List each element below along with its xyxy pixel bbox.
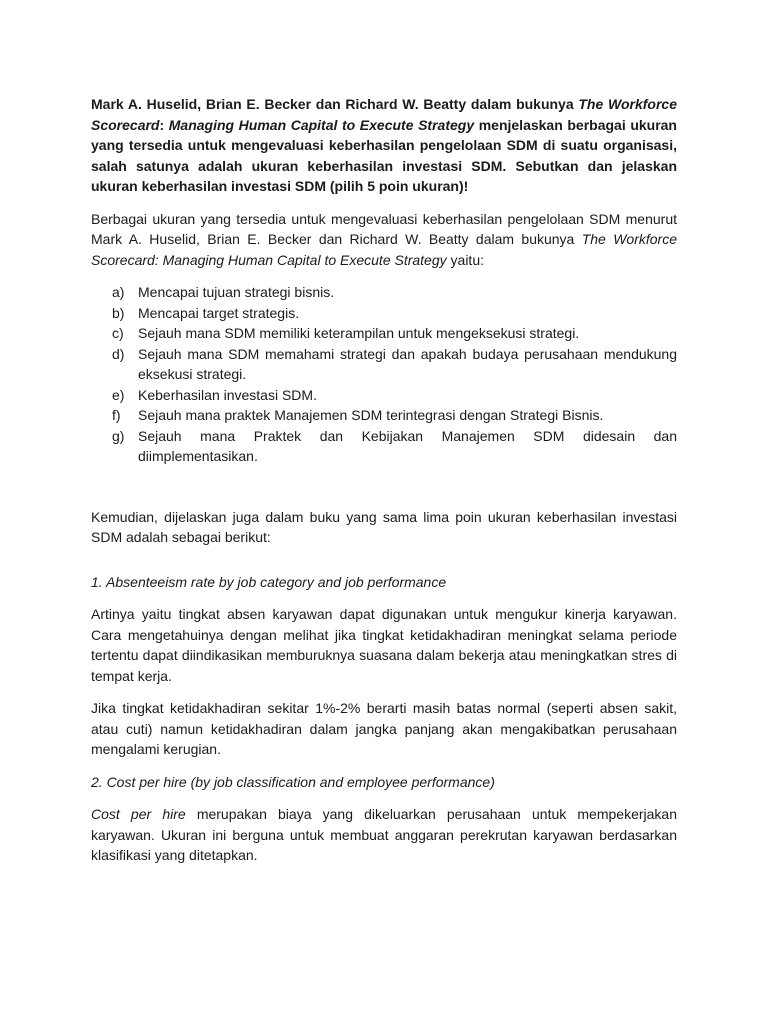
- intro-paragraph: [91, 209, 677, 271]
- question-book-title: The Workforce Scorecard: [91, 96, 677, 133]
- list-item: [91, 282, 677, 303]
- section-heading-cost-per-hire: 2. Cost per hire (by job classification and employee performance): [91, 773, 495, 790]
- list-item-text: Sejauh mana SDM memiliki keterampilan untuk mengeksekusi strategi.: [138, 325, 580, 341]
- section-paragraph: Artinya yaitu tingkat absen karyawan dapat digunakan untuk mengukur kinerja karyawan. Cara mengetahuinya dengan melihat jika tingkat ketidakhadiran meningkat selama periode tertentu dapat diindikasikan memburuknya suasana dalam bekerja atau meningkatkan stres di tempat kerja.: [91, 606, 677, 684]
- list-item: [91, 303, 677, 324]
- list-item: [91, 405, 677, 426]
- section-paragraph: Jika tingkat ketidakhadiran sekitar 1%-2% berarti masih batas normal (seperti absen sakit, atau cuti) namun ketidakhadiran dalam jangka panjang akan mengakibatkan perusahaan mengalami kerugian.: [91, 700, 677, 757]
- list-item: [91, 426, 677, 467]
- question-colon: :: [159, 116, 169, 133]
- list-item-text: Mencapai tujuan strategi bisnis.: [138, 284, 335, 300]
- list-marker: d): [112, 345, 125, 362]
- list-item: [91, 385, 677, 406]
- measures-list: [91, 282, 677, 467]
- list-marker: a): [112, 284, 125, 300]
- question-text-end: menjelaskan berbagai ukuran yang tersedia untuk mengevaluasi keberhasilan pengelolaan SDM di suatu organisasi, salah satunya adalah ukuran keberhasilan investasi SDM. Sebutkan dan jelaskan ukuran keberhasilan investasi SDM (pilih 5 poin ukuran)!: [91, 116, 677, 194]
- list-marker: f): [112, 407, 121, 423]
- term-cost-per-hire: Cost per hire: [91, 806, 186, 822]
- list-item-text: Sejauh mana SDM memahami strategi dan apakah budaya perusahaan mendukung eksekusi strategi.: [138, 345, 677, 382]
- list-marker: b): [112, 304, 125, 321]
- section-paragraph: [91, 804, 677, 866]
- question-paragraph: [91, 94, 677, 197]
- list-item-text: Keberhasilan investasi SDM.: [138, 386, 317, 403]
- list-marker: g): [112, 427, 125, 444]
- list-item: [91, 323, 677, 344]
- list-marker: e): [112, 386, 125, 403]
- list-item: [91, 344, 677, 385]
- transition-paragraph: Kemudian, dijelaskan juga dalam buku yang sama lima poin ukuran keberhasilan investasi SDM adalah sebagai berikut:: [91, 508, 677, 545]
- list-item-text: Mencapai target strategis.: [138, 304, 300, 321]
- section-heading-absenteeism: 1. Absenteeism rate by job category and job performance: [91, 573, 447, 590]
- section-paragraph-text: merupakan biaya yang dikeluarkan perusahaan untuk mempekerjakan karyawan. Ukuran ini berguna untuk membuat anggaran perekrutan karyawan berdasarkan klasifikasi yang ditetapkan.: [91, 806, 677, 863]
- list-item-text: Sejauh mana praktek Manajemen SDM terintegrasi dengan Strategi Bisnis.: [138, 407, 604, 423]
- intro-text-end: yaitu:: [446, 251, 484, 268]
- list-item-text: Sejauh mana Praktek dan Kebijakan Manajemen SDM didesain dan diimplementasikan.: [138, 427, 677, 464]
- list-marker: c): [112, 325, 124, 341]
- intro-book-title: The Workforce Scorecard: Managing Human Capital to Execute Strategy: [91, 231, 677, 268]
- question-book-subtitle: Managing Human Capital to Execute Strategy: [168, 116, 475, 133]
- intro-text: Berbagai ukuran yang tersedia untuk mengevaluasi keberhasilan pengelolaan SDM menurut Mark A. Huselid, Brian E. Becker dan Richard W. Beatty dalam bukunya: [91, 210, 677, 247]
- question-text-start: Mark A. Huselid, Brian E. Becker dan Richard W. Beatty dalam bukunya: [91, 96, 579, 112]
